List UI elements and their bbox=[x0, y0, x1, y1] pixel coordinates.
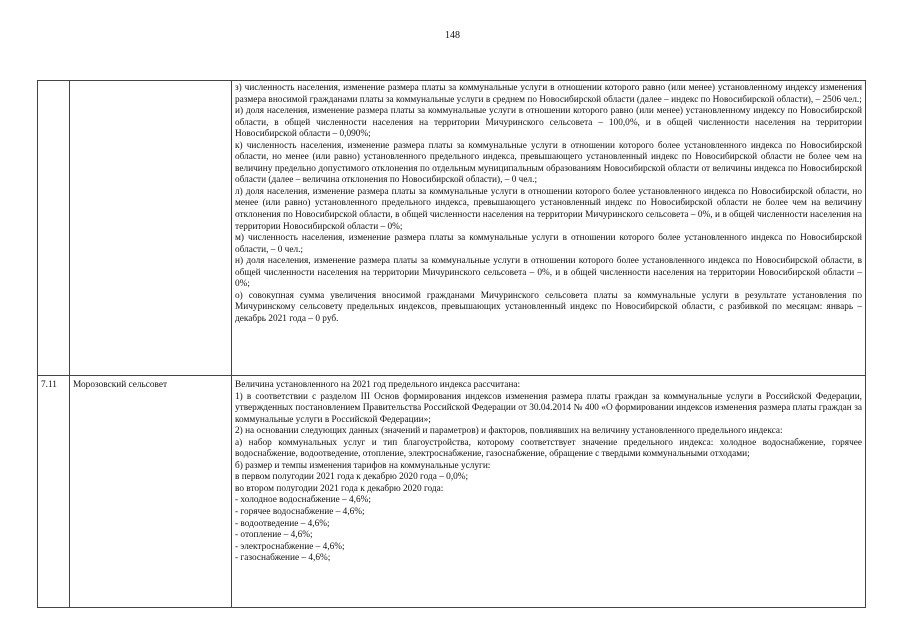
list-item: - газоснабжение – 4,6%; bbox=[235, 553, 331, 564]
table-row bbox=[38, 376, 866, 608]
paragraph: л) доля населения, изменение размера платы за коммунальные услуги в отношении которого более установленного индекса по Новосибирской области, но менее (или равно) установленного предельного индекса, превышающего установленный индекс по Новосибирской области не более чем на величину отклонения по Новосибирской области, в общей численности населения на территории Мичуринского сельсовета – 0%, и в общей численности населения на территории Новосибирской области – 0%; bbox=[235, 186, 862, 232]
paragraph: 2) на основании следующих данных (значений и параметров) и факторов, повлиявших на величину установленного предельного индекса: bbox=[235, 426, 783, 437]
list-item: - холодное водоснабжение – 4,6%; bbox=[235, 495, 371, 506]
indices-table bbox=[37, 80, 866, 608]
paragraph: б) размер и темпы изменения тарифов на коммунальные услуги: bbox=[235, 460, 491, 471]
description-cell bbox=[232, 81, 866, 376]
paragraph: м) численность населения, изменение размера платы за коммунальные услуги в отношении которого более установленного индекса по Новосибирской области, – 0 чел.; bbox=[235, 233, 862, 255]
paragraph: о) совокупная сумма увеличения вносимой гражданами Мичуринского сельсовета платы за коммунальные услуги в результате установления по Мичуринскому сельсовету предельных индексов, превышающих установленный индекс по Новосибирской области, с разбивкой по месяцам: январь – декабрь 2021 года – 0 руб. bbox=[235, 290, 862, 324]
page-number: 148 bbox=[445, 30, 460, 41]
paragraph: к) численность населения, изменение размера платы за коммунальные услуги в отношении которого более установленного индекса по Новосибирской области, но менее (или равно) установленного предельного индекса, превышающего установленный индекс по Новосибирской области не более чем на величину предельно допустимого отклонения по отдельным муниципальным образованиям Новосибирской области от величины индекса по Новосибирской области (далее – величина отклонения по Новосибирской области), – 0 чел.; bbox=[235, 140, 862, 186]
paragraph: а) набор коммунальных услуг и тип благоустройства, которому соответствует значение предельного индекса: холодное водоснабжение, горячее водоснабжение, водоотведение, отопление, электроснабжение, газоснабжение, обращение с твердыми коммунальными отходами; bbox=[235, 437, 862, 460]
row-number-cell bbox=[38, 81, 70, 376]
paragraph: во втором полугодии 2021 года к декабрю 2020 года: bbox=[235, 483, 444, 494]
table-row bbox=[38, 81, 866, 376]
description-cell bbox=[232, 376, 866, 608]
paragraph: н) доля населения, изменение размера платы за коммунальные услуги в отношении которого более установленного индекса по Новосибирской области, в общей численности населения на территории Мичуринского сельсовета – 0%, и в общей численности населения на территории Новосибирской области – 0%; bbox=[235, 256, 862, 290]
row-number-cell: 7.11 bbox=[38, 376, 70, 608]
list-item: - отопление – 4,6%; bbox=[235, 530, 313, 541]
paragraph: Величина установленного на 2021 год предельного индекса рассчитана: bbox=[235, 380, 521, 390]
list-item: - горячее водоснабжение – 4,6%; bbox=[235, 507, 365, 518]
paragraph: и) доля населения, изменение размера платы за коммунальные услуги в отношении которого равно (или менее) установленному индексу по Новосибирской области, в общей численности населения на территории Мичуринского сельсовета – 100,0%, и в общей численности населения на территории Новосибирской области – 0,090%; bbox=[235, 106, 862, 140]
paragraph: в первом полугодии 2021 года к декабрю 2020 года – 0,0%; bbox=[235, 472, 469, 483]
municipality-cell bbox=[70, 81, 232, 376]
municipality-cell: Морозовский сельсовет bbox=[70, 376, 232, 608]
list-item: - электроснабжение – 4,6%; bbox=[235, 541, 345, 552]
paragraph: з) численность населения, изменение размера платы за коммунальные услуги в отношении которого равно (или менее) установленному индексу изменения размера вносимой гражданами платы за коммунальные услуги в среднем по Новосибирской области (далее – индекс по Новосибирской области), – 2506 чел.; bbox=[235, 83, 862, 105]
list-item: - водоотведение – 4,6%; bbox=[235, 518, 330, 529]
paragraph: 1) в соответствии с разделом III Основ формирования индексов изменения размера платы граждан за коммунальные услуги в Российской Федерации, утвержденных постановлением Правительства Российской Федерации от 30.04.2014 № 400 «О формировании индексов изменения размера платы граждан за коммунальные услуги в Российской Федерации»; bbox=[235, 391, 862, 425]
